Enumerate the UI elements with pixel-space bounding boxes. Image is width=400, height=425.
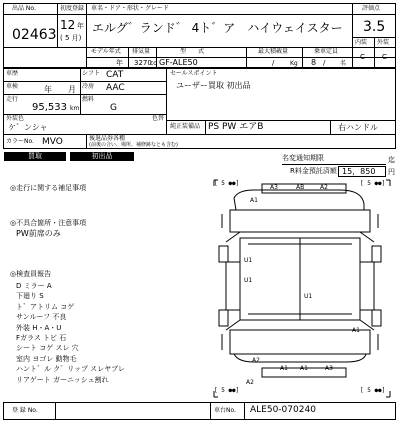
capacity-unit: 名 [340,60,347,67]
diagram-corner-bl: [ 5 ●●] [214,387,240,394]
fuel-value: G [110,103,117,113]
model-code: GF-ALE50 [159,58,198,67]
model-year-unit: 年 [116,59,123,67]
damage-mark: A3 [325,365,333,372]
inspection-month: 月 [68,85,76,94]
handle: 右ハンドル [338,123,378,132]
sales-point: ユーザー買取 初出品 [176,81,251,90]
capacity-label: 乗車定員 [314,48,339,55]
grade-score: 3.5 [363,19,386,35]
lot-number: 02463 [12,27,57,43]
first-reg-month: ( 5 月) [60,34,82,42]
report-line: ト゛アトリム コゲ [16,302,75,311]
report-line: 下廻り S [16,292,44,301]
grade-label: 評価点 [362,5,381,12]
damage-mark: A1 [250,197,258,204]
defect-value: PW前席のみ [16,229,61,238]
color-no: MVO [42,137,63,147]
shift-label: シフト [82,70,101,77]
interior-label: 内装 [355,39,368,46]
max-load: / [272,59,275,67]
report-line: Fガラス トビ 石 [16,333,67,342]
name-change-unit: 迄 [388,156,395,164]
damage-mark: AB [296,184,305,191]
damage-mark: A1 [352,327,360,334]
damage-mark: U1 [244,257,253,264]
capacity: 8 [311,58,317,67]
report-line: リアゲート ガーニッシュ割れ [16,375,109,384]
ac-value: AAC [106,83,125,93]
ext-color: ケ゛ンシャ [8,123,48,132]
diagram-corner-br: [ 5 ●●] [360,387,386,394]
lot-label: 出品 No. [12,5,36,12]
reg-label: 登 録 No. [12,407,38,414]
damage-mark: U1 [304,293,313,300]
damage-mark: A1 [280,365,288,372]
report-line: 室内 ヨゴレ 動物毛 [16,354,77,363]
report-line: D ミラー A [16,282,52,290]
displacement-unit: cc [150,60,157,67]
fuel-label: 燃料 [82,96,95,103]
sales-point-label: セールスポイント [170,70,218,77]
year-unit: 年 [77,22,84,30]
report-line: シート コゲ スレ 穴 [16,344,79,353]
recycle-value: 15，850 [342,167,376,176]
mileage-unit: km [70,105,80,112]
interior-grade: C [360,53,365,61]
equip-value: PS PW エアB [208,122,264,132]
chassis-value: ALE50-070240 [250,405,316,415]
recycle-label: R料金預託済額 [290,167,337,175]
car-name: エルグ゛ランド゛ 4ト゛ア ハイウェイスター [92,21,343,35]
report-title: ◎検査員報告 [10,270,52,278]
buy-badge: 買取 [4,152,66,161]
type-label: 型 式 [180,48,205,55]
damage-mark: A1 [300,365,308,372]
exterior-grade: C [382,53,387,61]
displacement: 3270 [134,59,152,67]
max-load-label: 最大積載量 [258,48,289,55]
exterior-label: 外装 [377,39,390,46]
first-badge: 初出品 [70,152,134,161]
inspection-label: 車検 [6,83,19,90]
damage-mark: A2 [252,357,260,364]
running-notes-title: ◎走行に関する補足事項 [10,184,87,192]
extra-note: (前後の合い、場所、補修跡なとも含む) [89,142,178,148]
model-label: 車名・ドア・形状・グレード [91,5,169,12]
damage-mark: A2 [246,379,254,386]
color-change-label: 色替 [152,115,165,122]
capacity-sep: / [323,59,326,67]
ext-color-label: 外装色 [6,115,25,122]
chassis-label: 車台No. [214,407,236,414]
extra-label: 後退品券各種 [89,135,126,142]
report-line: サンルーフ 不良 [16,313,67,322]
ac-label: 冷房 [82,83,95,90]
defect-title: ◎不具合箇所・注意事項 [10,219,87,227]
damage-mark: U1 [244,277,253,284]
name-change-label: 名変通知期限 [282,154,324,162]
damage-mark: A3 [270,184,278,191]
first-reg-label: 初度登録 [60,5,85,12]
diagram-corner-tr: [ 5 ●●] [360,180,386,187]
damage-mark: A2 [320,184,328,191]
report-line: ハント゛ル ク゛リップ スレヤブレ [16,365,125,374]
category-label: 車歴 [6,70,19,77]
mileage-label: 走行 [6,96,19,103]
shift-value: CAT [106,70,124,80]
displacement-label: 排気量 [132,48,151,55]
equip-label: 純正装備品 [170,123,201,130]
kg-unit: Kg [290,60,298,67]
mileage: 95,533 [32,102,67,113]
recycle-unit: 円 [388,168,395,176]
report-line: 外装 H・A・U [16,323,62,332]
diagram-corner-tl: [ 5 ●●] [214,180,240,187]
model-year-label: モデル年式 [91,48,121,55]
inspection-year: 年 [44,85,52,94]
first-reg-year: 12 [60,18,76,32]
color-no-label: カラーNo. [6,138,34,145]
